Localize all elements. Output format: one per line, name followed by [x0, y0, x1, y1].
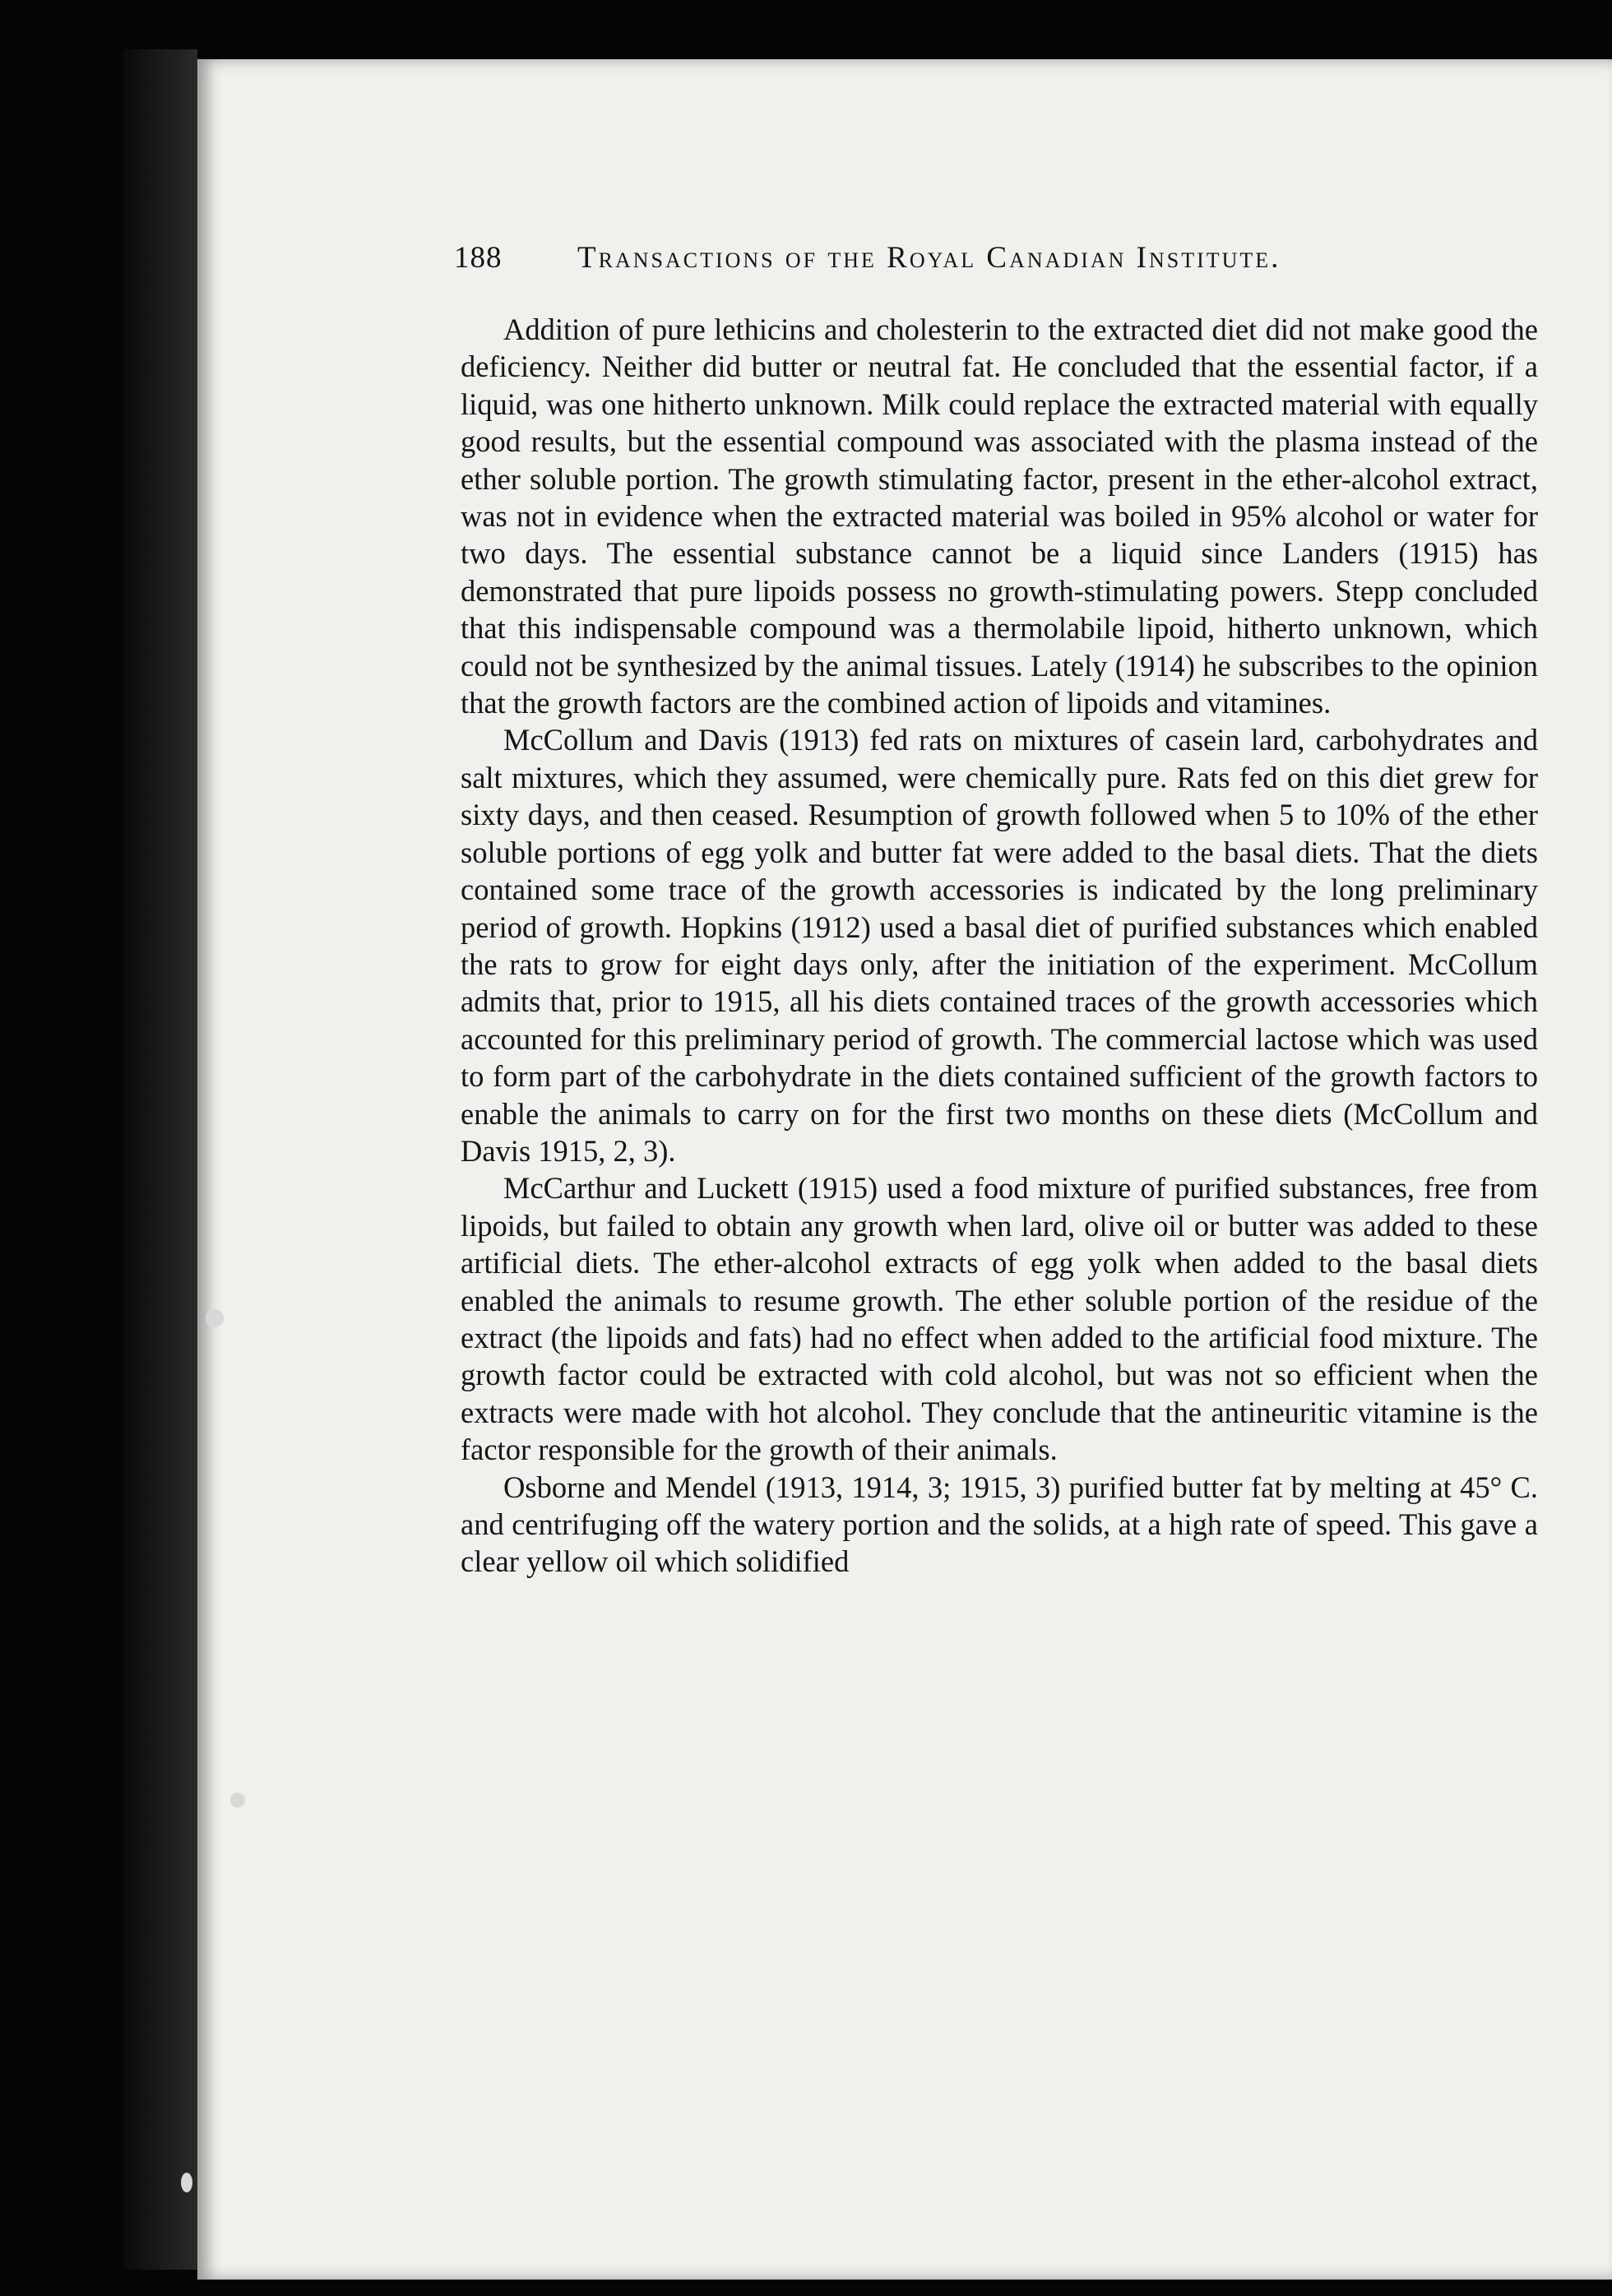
running-head: [454, 240, 1408, 275]
scan-speck: [181, 2173, 192, 2192]
binding-shadow: [123, 49, 197, 2270]
body-text: [461, 311, 1538, 1581]
page-number: 188: [454, 241, 503, 275]
scan-speck: [230, 1793, 245, 1808]
paragraph: Osborne and Mendel (1913, 1914, 3; 1915, 3) purified butter fat by melting at 45° C. and centrifuging off the watery portion and the solids, at a high rate of speed. This gave a clear yellow oil which solidified: [461, 1470, 1538, 1579]
paragraph: McCarthur and Luckett (1915) used a food mixture of purified substances, free from lipoids, but failed to obtain any growth when lard, olive oil or butter was added to these artificial diets. The ether-alcohol extracts of egg yolk when added to the basal diets enabled the animals to resume growth. The ether soluble portion of the residue of the extract (the lipoids and fats) had no effect when added to the artificial food mixture. The growth factor could be extracted with cold alcohol, but was not so efficient when the extracts were made with hot alcohol. They conclude that the antineuritic vitamine is the factor responsible for the growth of their animals.: [461, 1171, 1538, 1467]
scan-speck: [206, 1309, 224, 1327]
paragraph: McCollum and Davis (1913) fed rats on mixtures of casein lard, carbohydrates and salt mixtures, which they assumed, were chemically pure. Rats fed on this diet grew for sixty days, and then ceased. Resumption of growth followed when 5 to 10% of the ether soluble portions of egg yolk and butter fat were added to the basal diets. That the diets contained some trace of the growth accessories is indicated by the long preliminary period of growth. Hopkins (1912) used a basal diet of purified substances which enabled the rats to grow for eight days only, after the initiation of the experiment. McCollum admits that, prior to 1915, all his diets contained traces of the growth accessories which accounted for this preliminary period of growth. The commercial lactose which was used to form part of the carbohydrate in the diets contained sufficient of the growth factors to enable the animals to carry on for the first two months on these diets (McCollum and Davis 1915, 2, 3).: [461, 723, 1538, 1168]
paragraph: Addition of pure lethicins and cholesterin to the extracted diet did not make good the deficiency. Neither did butter or neutral fat. He concluded that the essential factor, if a liquid, was one hitherto unknown. Milk could replace the extracted material with equally good results, but the essential compound was associated with the plasma instead of the ether soluble portion. The growth stimulating factor, present in the ether-alcohol extract, was not in evidence when the extracted material was boiled in 95% alcohol or water for two days. The essential substance cannot be a liquid since Landers (1915) has demonstrated that pure lipoids possess no growth-stimulating powers. Stepp concluded that this indispensable compound was a thermolabile lipoid, hitherto unknown, which could not be synthesized by the animal tissues. Lately (1914) he subscribes to the opinion that the growth factors are the combined action of lipoids and vitamines.: [461, 312, 1538, 720]
running-title: Transactions of the Royal Canadian Institute.: [577, 241, 1281, 275]
